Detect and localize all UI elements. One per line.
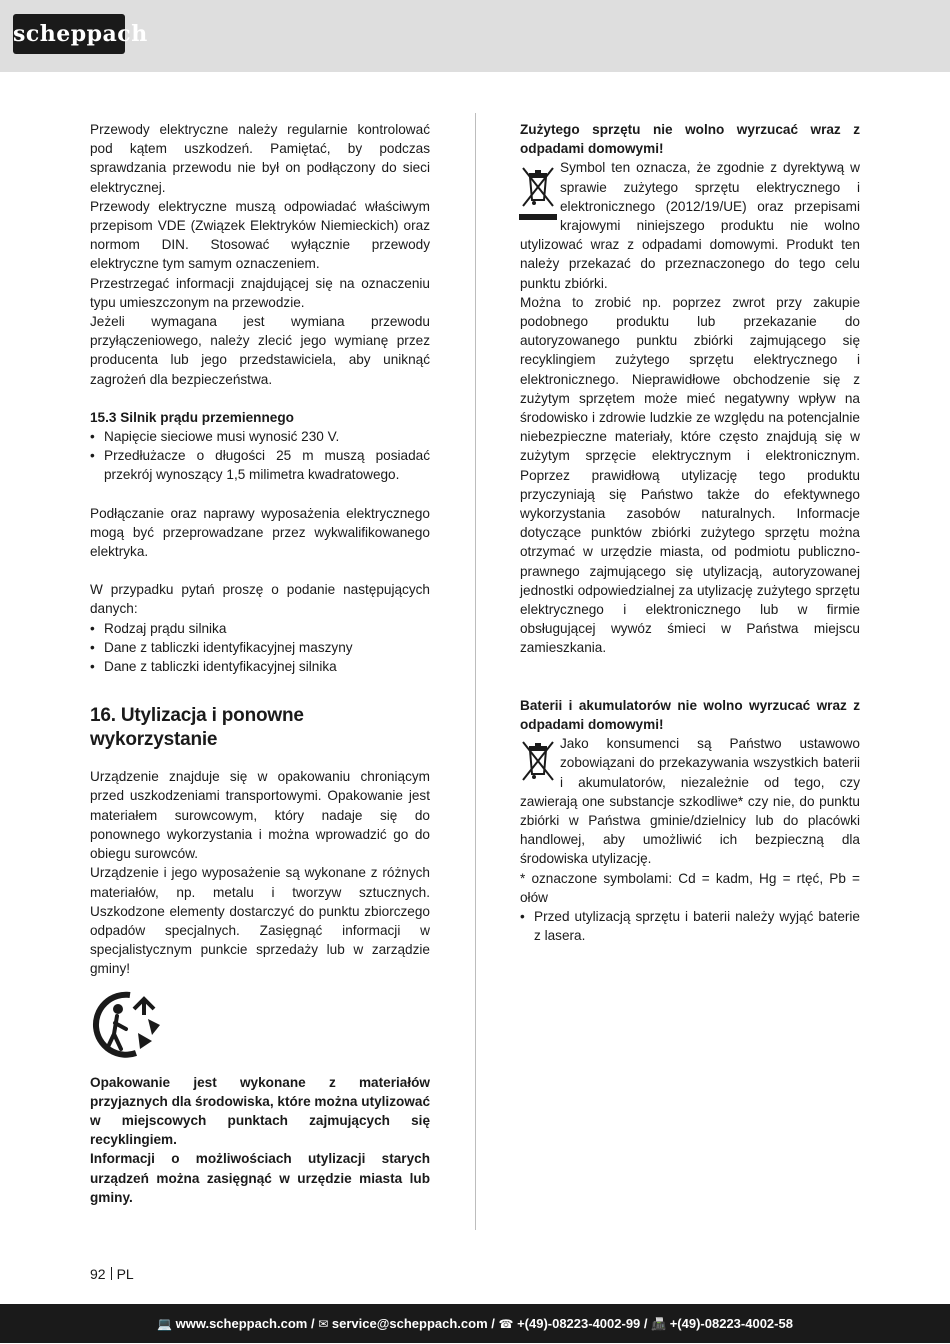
header-band bbox=[0, 0, 950, 72]
spacer bbox=[520, 658, 860, 696]
paragraph: Urządzenie i jego wyposażenie są wykonane z różnych materiałów, np. metalu i tworzyw sztucznych. Uszkodzone elementy dostarczyć do punktu zbiorczego odpadów specjalnych. Zasięgnąć informacji w specjalistycznym punkcie sprzedaży lub w zarządzie gminy! bbox=[90, 865, 430, 977]
phone-icon: ☎ bbox=[498, 1317, 514, 1331]
spacer bbox=[90, 752, 430, 767]
list-item: • Dane z tabliczki identyfikacyjnej maszyny bbox=[90, 638, 430, 657]
left-column bbox=[90, 120, 430, 1207]
list-item: • Napięcie sieciowe musi wynosić 230 V. bbox=[90, 427, 430, 446]
envelope-icon: ✉ bbox=[318, 1317, 329, 1331]
spacer bbox=[90, 676, 430, 704]
fax-number: +(49)-08223-4002-58 bbox=[669, 1316, 793, 1331]
weee-heading: Zużytego sprzętu nie wolno wyrzucać wraz z odpadami domowymi! bbox=[520, 122, 860, 157]
battery-heading: Baterii i akumulatorów nie wolno wyrzucać wraz z odpadami domowymi! bbox=[520, 697, 860, 732]
crossed-out-wheelie-bin-icon bbox=[518, 164, 558, 222]
battery-bullet-list bbox=[520, 907, 860, 945]
paragraph: Jeżeli wymagana jest wymiana przewodu przyłączeniowego, należy zlecić jego wymianę przez producenta lub jego przedstawiciela, aby uniknąć zagrożeń dla bezpieczeństwa. bbox=[90, 314, 430, 387]
paragraph: Symbol ten oznacza, że zgodnie z dyrektywą w sprawie zużytego sprzętu elektrycznego i elektronicznego (2012/19/UE) oraz przepisami krajowymi niniejszego produktu nie wolno utylizować wraz z odpadami domowymi. Produkt ten należy przekazać do przeznaczonego do tego celu punktu zbiórki. bbox=[520, 160, 860, 291]
paragraph: W przypadku pytań proszę o podanie następujących danych: bbox=[90, 582, 430, 617]
motor-bullet-list bbox=[90, 427, 430, 485]
spacer bbox=[90, 389, 430, 408]
paragraph: Podłączanie oraz naprawy wyposażenia elektrycznego mogą być przeprowadzane przez wykwalifikowanego elektryka. bbox=[90, 505, 430, 560]
paragraph: * oznaczone symbolami: Cd = kadm, Hg = rtęć, Pb = ołów bbox=[520, 870, 860, 905]
paragraph: Przewody elektryczne muszą odpowiadać właściwym przepisom VDE (Związek Elektryków Niemieckich) oraz normom DIN. Stosować wyłącznie przewody elektryczne tym samym oznaczeniem. bbox=[90, 198, 430, 272]
footer-contact-bar bbox=[0, 1304, 950, 1343]
list-item: • Przed utylizacją sprzętu i baterii należy wyjąć baterie z lasera. bbox=[520, 907, 860, 945]
separator: / bbox=[307, 1316, 319, 1331]
motor-heading: 15.3 Silnik prądu przemiennego bbox=[90, 409, 294, 425]
language-code: PL bbox=[116, 1266, 134, 1282]
email-link[interactable]: service@scheppach.com bbox=[331, 1316, 488, 1331]
list-item: • Rodzaj prądu silnika bbox=[90, 619, 430, 638]
list-item: • Przedłużacze o długości 25 m muszą posiadać przekrój wynoszący 1,5 milimetra kwadratowego. bbox=[90, 446, 430, 484]
questions-bullet-list bbox=[90, 619, 430, 677]
phone-number: +(49)-08223-4002-99 bbox=[517, 1316, 641, 1331]
page-number-value: 92 bbox=[90, 1266, 106, 1282]
right-column bbox=[520, 120, 860, 945]
paragraph: Jako konsumenci są Państwo ustawowo zobowiązani do przekazywania wszystkich baterii i akumulatorów, niezależnie od tego, czy zawierają one substancje szkodliwe* czy nie, do punktu zbiórki w Państwa gminie/dzielnicy lub do placówki handlowej, aby umożliwić ich bezpieczną dla środowiska utylizację. bbox=[520, 736, 860, 867]
paragraph: Przestrzegać informacji znajdującej się na oznaczeniu typu umieszczonym na przewodzie. bbox=[90, 275, 430, 310]
spacer bbox=[90, 485, 430, 504]
column-divider bbox=[475, 113, 476, 1230]
fax-icon: 📠 bbox=[651, 1317, 667, 1331]
page-number bbox=[90, 1265, 134, 1283]
packaging-note: Opakowanie jest wykonane z materiałów przyjaznych dla środowiska, które można utylizować w miejscowych punktach zajmujących się recyklingiem. bbox=[90, 1074, 430, 1148]
paragraph: Urządzenie znajduje się w opakowaniu chroniącym przed uszkodzeniami transportowymi. Opakowanie jest materiałem surowcowym, który nadaje się do ponownego wykorzystania i można wprowadzić go do obiegu surowców. bbox=[90, 769, 430, 862]
crossed-out-wheelie-bin-icon bbox=[518, 740, 558, 782]
paragraph: Przewody elektryczne należy regularnie kontrolować pod kątem uszkodzeń. Pamiętać, by podczas sprawdzania przewodu nie był on podłączony do sieci elektrycznej. bbox=[90, 122, 430, 195]
separator: / bbox=[487, 1316, 499, 1331]
separator: / bbox=[640, 1316, 652, 1331]
page-number-separator bbox=[111, 1267, 112, 1280]
scheppach-logo: scheppach bbox=[13, 14, 125, 54]
recycling-person-icon bbox=[90, 989, 166, 1059]
list-item: • Dane z tabliczki identyfikacyjnej silnika bbox=[90, 657, 430, 676]
spacer bbox=[90, 561, 430, 580]
website-link[interactable]: www.scheppach.com bbox=[175, 1316, 308, 1331]
paragraph: Można to zrobić np. poprzez zwrot przy zakupie podobnego produktu lub przekazanie do autoryzowanego punktu zbiórki zajmującego się recyklingiem zużytego sprzętu elektrycznego i elektronicznego. Nieprawidłowe obchodzenie się z zużytym sprzętem może mieć negatywny wpływ na środowisko i zdrowie ludzkie ze względu na potencjalnie niebezpieczne materiały, które często znajdują się w zużytym sprzęcie elektrycznym i elektronicznym. Poprzez prawidłową utylizację tego produktu przyczyniają się Państwo także do efektywnego wykorzystania zasobów naturalnych. Informacje dotyczące punktów zbiórki zużytego sprzętu można otrzymać w urzędzie miasta, od podmiotu publiczno-prawnego zajmującego się utylizacją, autoryzowanej jednostki odpowiedzialnej za utylizację zużytego sprzętu elektrycznego i elektronicznego lub w firmie obsługującej wywóz śmieci w Państwa miejscu zamieszkania. bbox=[520, 294, 860, 656]
computer-icon: 💻 bbox=[157, 1317, 172, 1331]
section-heading: 16. Utylizacja i ponowne wykorzystanie bbox=[90, 705, 304, 751]
packaging-note: Informacji o możliwościach utylizacji starych urządzeń można zasięgnąć w urzędzie miasta lub gminy. bbox=[90, 1151, 430, 1205]
